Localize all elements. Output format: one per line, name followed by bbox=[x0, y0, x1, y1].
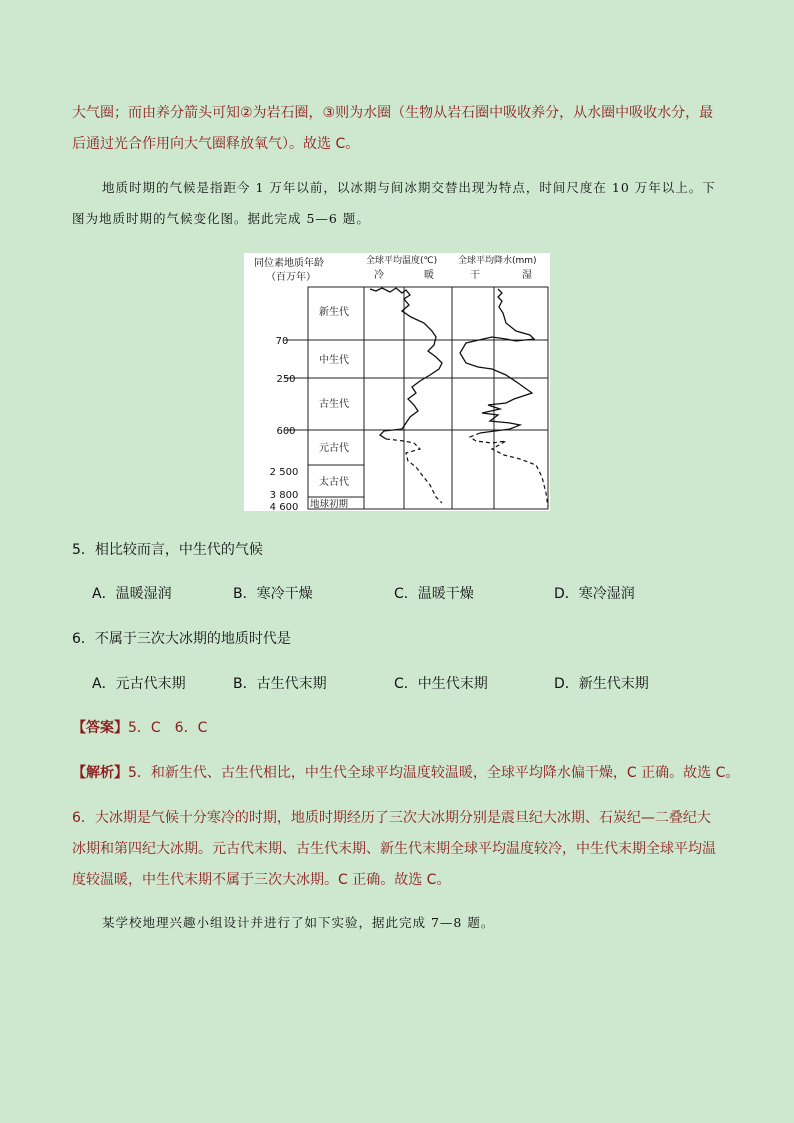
header-precip: 全球平均降水(mm) bbox=[458, 256, 537, 266]
q6-option-a: A．元古代末期 bbox=[92, 676, 186, 692]
age-tick-4600: 4 600 bbox=[269, 502, 299, 511]
analysis-line-3: 冰期和第四纪大冰期。元古代末期、古生代末期、新生代末期全球平均温度较冷，中生代末期全球平均温 bbox=[72, 841, 716, 857]
question-6-stem: 6．不属于三次大冰期的地质时代是 bbox=[72, 631, 291, 647]
header-temp-cold: 冷 bbox=[374, 270, 384, 281]
era-mesozoic: 中生代 bbox=[319, 355, 349, 366]
era-cenozoic: 新生代 bbox=[319, 307, 349, 318]
header-temp-warm: 暖 bbox=[424, 270, 434, 281]
era-archean: 太古代 bbox=[319, 477, 349, 488]
q5-option-a: A．温暖湿润 bbox=[92, 586, 172, 602]
q6-option-c: C．中生代末期 bbox=[394, 676, 488, 692]
header-unit: （百万年） bbox=[266, 272, 316, 283]
header-age: 同位素地质年龄 bbox=[254, 258, 324, 269]
intro-line-1: 地质时期的气候是指距今 1 万年以前，以冰期与间冰期交替出现为特点，时间尺度在 10 万年以上。下 bbox=[102, 180, 716, 195]
temperature-curve-inferred bbox=[386, 439, 442, 503]
age-tick-250: 250 bbox=[276, 374, 296, 385]
analysis-line-1 bbox=[72, 762, 739, 782]
era-paleozoic: 古生代 bbox=[319, 399, 349, 410]
q6-option-b: B．古生代末期 bbox=[233, 676, 327, 692]
intro-line-2: 图为地质时期的气候变化图。据此完成 5—6 题。 bbox=[72, 211, 370, 226]
answer-label: 【答案】 bbox=[72, 720, 128, 736]
temperature-curve bbox=[370, 288, 442, 439]
next-intro: 某学校地理兴趣小组设计并进行了如下实验，据此完成 7—8 题。 bbox=[102, 915, 495, 930]
age-tick-70: 70 bbox=[275, 336, 289, 347]
answer-text: 5．C 6．C bbox=[128, 720, 208, 736]
era-proterozoic: 元古代 bbox=[319, 443, 349, 454]
question-5-stem: 5．相比较而言，中生代的气候 bbox=[72, 542, 263, 558]
climate-change-figure bbox=[244, 253, 550, 511]
header-precip-dry: 干 bbox=[470, 270, 480, 281]
analysis-text-1: 5．和新生代、古生代相比，中生代全球平均温度较温暖，全球平均降水偏干燥，C 正确。故选 C。 bbox=[128, 765, 740, 781]
climate-chart-svg bbox=[244, 253, 550, 511]
header-precip-wet: 湿 bbox=[522, 270, 532, 281]
figure-grid bbox=[284, 287, 548, 509]
q5-option-d: D．寒冷湿润 bbox=[554, 586, 635, 602]
precipitation-curve bbox=[460, 289, 534, 433]
age-tick-2500: 2 500 bbox=[269, 467, 299, 478]
prev-answer-line-2: 后通过光合作用向大气圈释放氧气）。故选 C。 bbox=[72, 136, 360, 152]
analysis-line-2: 6．大冰期是气候十分寒冷的时期，地质时期经历了三次大冰期分别是震旦纪大冰期、石炭纪—二叠纪大 bbox=[72, 810, 711, 826]
prev-answer-line-1: 大气圈；而由养分箭头可知②为岩石圈，③则为水圈（生物从岩石圈中吸收养分，从水圈中吸收水分，最 bbox=[72, 105, 714, 121]
analysis-label: 【解析】 bbox=[72, 765, 128, 781]
q6-option-d: D．新生代末期 bbox=[554, 676, 649, 692]
answer-line bbox=[72, 717, 207, 737]
era-early-earth: 地球初期 bbox=[310, 499, 349, 510]
analysis-line-4: 度较温暖，中生代末期不属于三次大冰期。C 正确。故选 C。 bbox=[72, 872, 451, 888]
precipitation-curve-inferred bbox=[470, 433, 548, 507]
q5-option-c: C．温暖干燥 bbox=[394, 586, 474, 602]
age-tick-600: 600 bbox=[276, 426, 296, 437]
header-temp: 全球平均温度(℃) bbox=[366, 256, 438, 266]
q5-option-b: B．寒冷干燥 bbox=[233, 586, 313, 602]
age-tick-3800: 3 800 bbox=[269, 490, 299, 501]
